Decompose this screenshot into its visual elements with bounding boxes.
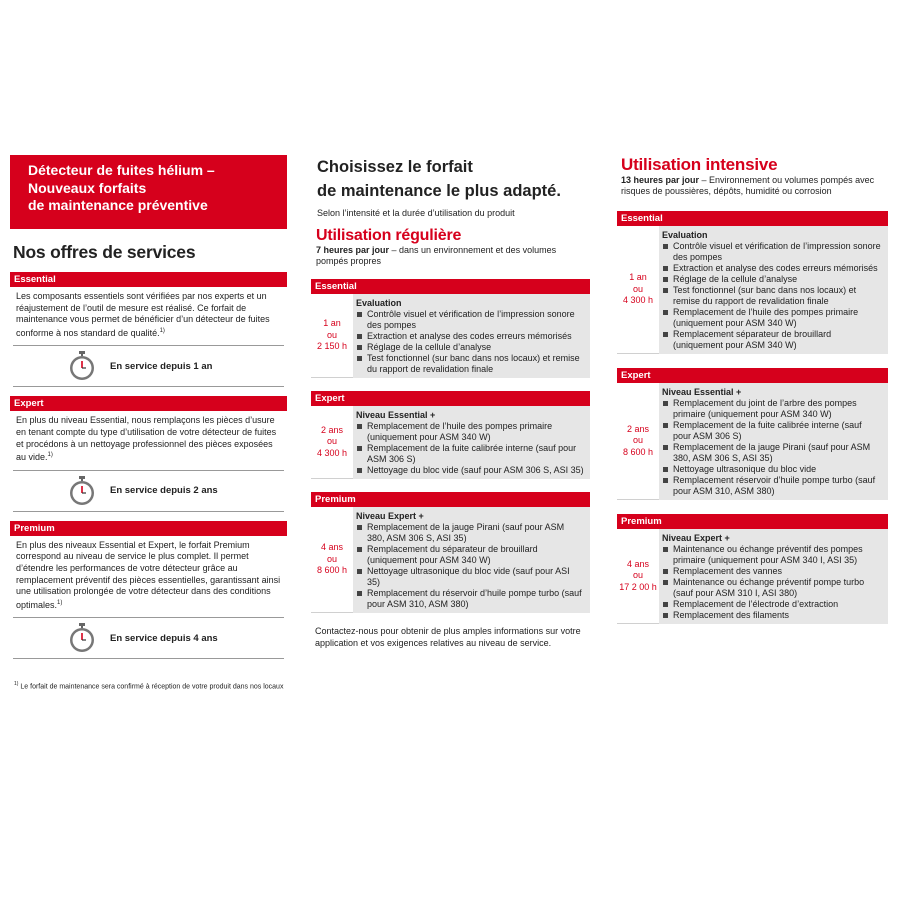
tier-essential: [311, 279, 590, 378]
tier-item: Nettoyage du bloc vide (sauf pour ASM 306 S, ASI 35): [356, 465, 584, 476]
mode-header: [617, 155, 888, 197]
tier-item: Maintenance ou échange préventif des pompes primaire (uniquement pour ASM 340 I, ASI 35): [662, 544, 882, 566]
hero-title-line: de maintenance préventive: [28, 197, 208, 213]
tier-item: Maintenance ou échange préventif pompe turbo (sauf pour ASM 310 I, ASI 380): [662, 577, 882, 599]
service-since-label: En service depuis 1 an: [110, 360, 213, 372]
divider: [13, 511, 284, 512]
tier-label: Essential: [311, 279, 590, 294]
divider: [13, 658, 284, 659]
tier-items: [662, 241, 882, 351]
tier-item: Remplacement réservoir d’huile pompe turbo (sauf pour ASM 310, ASM 380): [662, 475, 882, 497]
tier-interval-line: ou: [326, 436, 337, 447]
tier-items: [356, 421, 584, 476]
tier-heading: Evaluation: [356, 298, 402, 308]
tier-row: [617, 226, 888, 354]
tier-heading: Niveau Expert +: [356, 511, 424, 521]
tier-interval: [311, 294, 353, 378]
tier-content: [659, 226, 888, 354]
tier-interval-line: 1 an: [629, 272, 647, 283]
hero-title-line: Détecteur de fuites hélium –: [28, 162, 215, 178]
page-title: Choisissez le forfait de maintenance le plus adapté.: [317, 158, 561, 200]
tier-interval-line: 2 ans: [626, 423, 650, 434]
tier-interval-line: ou: [632, 283, 643, 294]
hero-banner: [10, 155, 287, 229]
service-since-label: En service depuis 4 ans: [110, 632, 218, 644]
tier-item: Remplacement de l’huile des pompes primaire (uniquement pour ASM 340 W): [356, 421, 584, 443]
tier-item: Remplacement de l’électrode d’extraction: [662, 599, 882, 610]
tier-interval-line: 17 2 00 h: [619, 581, 657, 592]
service-since: [10, 471, 287, 511]
tier-interval-line: 4 300 h: [622, 295, 654, 306]
mode-title: Utilisation régulière: [316, 227, 462, 244]
tier-interval-line: 4 ans: [320, 542, 344, 553]
tier-items: [662, 398, 882, 497]
divider: [13, 386, 284, 387]
tier-item: Remplacement de la fuite calibrée interne (sauf pour ASM 306 S): [356, 443, 584, 465]
offer-text: Les composants essentiels sont vérifiées par nos experts et un réajustement de l’outil de mesure est réalisé. Ce forfait de maintenance vous permet de bénéficier d’un détecteur de fuites conforme à nos standard de qualité.$^{1)}$: [16, 291, 270, 338]
contact-text: Contactez-nous pour obtenir de plus amples informations sur votre application et vos exigences relatives au niveau de service.: [315, 626, 581, 648]
tier-label: Expert: [311, 391, 590, 406]
tier-item: Extraction et analyse des codes erreurs mémorisés: [662, 263, 882, 274]
tier-interval: [311, 406, 353, 479]
tier-item: Remplacement du réservoir d’huile pompe turbo (sauf pour ASM 310, ASM 380): [356, 588, 584, 610]
tier-content: [659, 383, 888, 500]
tier-item: Réglage de la cellule d’analyse: [662, 274, 882, 285]
tier-label: Essential: [617, 211, 888, 226]
footnote: $^{1)}$ Le forfait de maintenance sera confirmé à réception de votre produit dans nos locaux: [14, 681, 284, 691]
offer-label: Premium: [10, 521, 287, 536]
tier-table: [617, 211, 888, 624]
tier-item: Remplacement de la jauge Pirani (sauf pour ASM 380, ASM 306 S, ASI 35): [356, 522, 584, 544]
tier-item: Remplacement de l’huile des pompes primaire (uniquement pour ASM 340 W): [662, 307, 882, 329]
tier-premium: [311, 492, 590, 613]
mode-title: Utilisation intensive: [621, 155, 778, 174]
tier-label: Premium: [311, 492, 590, 507]
tier-interval-line: 2 ans: [320, 424, 344, 435]
tier-table: [311, 279, 590, 613]
left-column: [10, 155, 287, 693]
tier-row: [311, 507, 590, 613]
offer-text: En plus des niveaux Essential et Expert, le forfait Premium correspond au niveau de service le plus complet. Il permet d’étendre les performances de votre détecteur grâce au remplacement préventif des pièces essentielles, garantissant ainsi une utilisation prolongée de votre détecteur dans des conditions optimales.$^{1)}$: [16, 539, 281, 610]
tier-content: [353, 294, 590, 378]
service-since: [10, 618, 287, 658]
tier-item: Remplacement de la fuite calibrée interne (sauf pour ASM 306 S): [662, 420, 882, 442]
tier-item: Contrôle visuel et vérification de l’impression sonore des pompes: [662, 241, 882, 263]
offer-text: En plus du niveau Essential, nous remplaçons les pièces d’usure en tenant compte du type d’utilisation de votre détecteur de fuites et procédons à un nettoyage professionnel des pièces exposées au vide.$^{1)}$: [16, 415, 277, 463]
tier-items: [662, 544, 882, 621]
tier-interval-line: ou: [632, 570, 643, 581]
tier-interval-line: ou: [326, 329, 337, 340]
mode-description: 7 heures par jour – dans un environnement et des volumes pompés propres: [316, 245, 557, 266]
service-since: [10, 346, 287, 386]
offer-block-premium: [10, 521, 287, 660]
tier-interval-line: ou: [326, 553, 337, 564]
stopwatch-icon: [68, 351, 96, 381]
tier-label: Premium: [617, 514, 888, 529]
mode-description: 13 heures par jour – Environnement ou volumes pompés avec risques de poussières, dépôts, humidité ou corrosion: [621, 175, 875, 196]
tier-expert: [617, 368, 888, 500]
tier-interval: [617, 529, 659, 624]
service-since-label: En service depuis 2 ans: [110, 485, 218, 497]
tier-heading: Niveau Essential +: [356, 410, 436, 420]
tier-row: [311, 406, 590, 479]
tier-label: Expert: [617, 368, 888, 383]
tier-interval: [617, 226, 659, 354]
stopwatch-icon: [68, 476, 96, 506]
tier-item: Remplacement des filaments: [662, 610, 882, 621]
tier-content: [353, 406, 590, 479]
hero-title-line: Nouveaux forfaits: [28, 179, 147, 196]
tier-items: [356, 309, 584, 375]
middle-column: [311, 155, 590, 649]
tier-items: [356, 522, 584, 610]
offer-label: Essential: [10, 272, 287, 287]
tier-row: [617, 529, 888, 624]
offers-title: Nos offres de services: [13, 242, 196, 262]
tier-essential: [617, 211, 888, 354]
page-subtitle: Selon l’intensité et la durée d’utilisation du produit: [317, 208, 515, 218]
mode-header: [311, 227, 590, 267]
tier-content: [659, 529, 888, 624]
tier-interval-line: 4 300 h: [316, 447, 348, 458]
tier-item: Nettoyage ultrasonique du bloc vide: [662, 464, 882, 475]
tier-heading: Niveau Essential +: [662, 387, 742, 397]
tier-item: Extraction et analyse des codes erreurs mémorisés: [356, 331, 584, 342]
offer-block-expert: [10, 396, 287, 511]
tier-premium: [617, 514, 888, 624]
tier-item: Remplacement séparateur de brouillard (uniquement pour ASM 340 W): [662, 329, 882, 351]
tier-heading: Niveau Expert +: [662, 533, 730, 543]
tier-interval-line: 4 ans: [626, 558, 650, 569]
tier-item: Contrôle visuel et vérification de l’impression sonore des pompes: [356, 309, 584, 331]
tier-interval-line: ou: [632, 435, 643, 446]
tier-item: Test fonctionnel (sur banc dans nos locaux) et remise du rapport de revalidation finale: [356, 353, 584, 375]
tier-interval: [617, 383, 659, 500]
tier-interval-line: 2 150 h: [316, 341, 348, 352]
right-column: [617, 155, 888, 624]
tier-interval-line: 8 600 h: [316, 565, 348, 576]
offer-block-essential: [10, 272, 287, 387]
tier-item: Réglage de la cellule d’analyse: [356, 342, 584, 353]
tier-item: Nettoyage ultrasonique du bloc vide (sauf pour ASI 35): [356, 566, 584, 588]
tier-item: Remplacement du séparateur de brouillard (uniquement pour ASM 340 W): [356, 544, 584, 566]
tier-row: [311, 294, 590, 378]
tier-item: Remplacement des vannes: [662, 566, 882, 577]
tier-item: Remplacement du joint de l’arbre des pompes primaire (uniquement pour ASM 340 W): [662, 398, 882, 420]
tier-content: [353, 507, 590, 613]
tier-interval-line: 1 an: [323, 318, 341, 329]
tier-row: [617, 383, 888, 500]
offer-label: Expert: [10, 396, 287, 411]
tier-heading: Evaluation: [662, 230, 708, 240]
stopwatch-icon: [68, 623, 96, 653]
tier-expert: [311, 391, 590, 479]
tier-item: Test fonctionnel (sur banc dans nos locaux) et remise du rapport de revalidation finale: [662, 285, 882, 307]
tier-interval: [311, 507, 353, 613]
tier-interval-line: 8 600 h: [622, 446, 654, 457]
tier-item: Remplacement de la jauge Pirani (sauf pour ASM 380, ASM 306 S, ASI 35): [662, 442, 882, 464]
